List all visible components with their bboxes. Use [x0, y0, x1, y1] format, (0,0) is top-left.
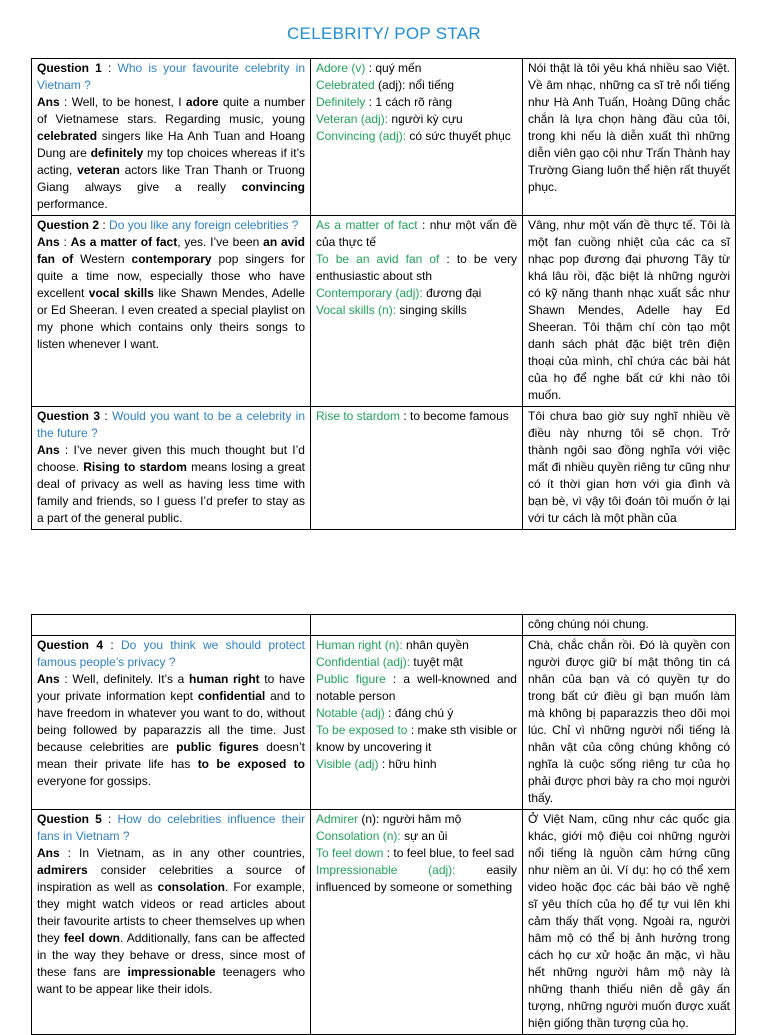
vocab-term: Veteran (adj): [316, 112, 389, 126]
answer-label: Ans [37, 95, 60, 109]
keyword: veteran [77, 163, 120, 177]
vocab-term: Consolation (n): [316, 829, 401, 843]
qa-row [32, 810, 736, 1035]
answer-text: to have your private information kept [37, 672, 305, 703]
vocab-meaning: đáng chú ý [394, 706, 454, 720]
answer-text: everyone for gossips. [37, 774, 152, 788]
vocab-item [316, 862, 517, 896]
keyword: consolation [157, 880, 225, 894]
vocab-term: Human right (n): [316, 638, 403, 652]
vocab-item: Notable (adj) : đáng chú ý [316, 706, 454, 720]
answer-text: , yes. I’ve been [177, 235, 264, 249]
question-cell: Question 4 : Do you think we should protect famous people’s privacy ? Ans : Well, definitely. It’s a human right to have your private information kept confidential and to have freedom in whatever you want to do, without being followed by paparazzis all the time. Just because celebrities are public figures doesn’t mean their private life has to be exposed to everyone for gossips. [32, 636, 311, 810]
question-label: Question 4 [37, 638, 103, 652]
keyword: Rising to stardom [83, 460, 187, 474]
vocab-term: As a matter of fact [316, 218, 418, 232]
qa-row [32, 407, 736, 530]
translation-continuation: công chúng nói chung. [523, 615, 736, 636]
empty-cell [32, 615, 311, 636]
vocab-cell [311, 810, 523, 1035]
answer-text: I’ve never given this much thought but I’d choose. [37, 443, 305, 474]
answer-label: Ans [37, 443, 60, 457]
answer-label: Ans [37, 672, 60, 686]
vocab-term: Impressionable (adj): [316, 863, 456, 877]
answer-text: my top choices whereas if it’s acting, [37, 146, 305, 177]
vocab-item: Visible (adj) : hữu hình [316, 757, 437, 771]
vocab-item: To be exposed to : make sth visible or know by uncovering it [316, 723, 517, 754]
vocab-meaning: nhân quyền [406, 638, 469, 652]
vocab-term: Celebrated [316, 78, 375, 92]
vocab-meaning: người kỳ cựu [391, 112, 463, 126]
question-cell: Question 5 : How do celebrities influence their fans in Vietnam ? Ans : In Vietnam, as in any other countries, admirers consider celebrities a source of inspiration as well as consolation. For example, they might watch videos or read articles about their favourite artists to cheer themselves up when they feel down. Additionally, fans can be affected in the way they behave or dress, since most of these fans are impressionable teenagers who want to be appear like their idols. [32, 810, 311, 1035]
vocab-item [316, 637, 517, 654]
answer-label: Ans [37, 235, 60, 249]
vocab-cell [311, 59, 523, 216]
vocab-item: Admirer (n): người hâm mộ [316, 812, 462, 826]
vocab-meaning: a well-knowned and notable person [316, 672, 517, 703]
vocab-term: Public figure [316, 672, 386, 686]
answer-text: Western [73, 252, 132, 266]
vocab-meaning: easily influenced by someone or something [316, 863, 517, 894]
vocab-item: Rise to stardom : to become famous [316, 409, 509, 423]
vocab-item: Definitely : 1 cách rõ ràng [316, 95, 453, 109]
vocab-meaning: như một vấn đề của thực tế [316, 218, 517, 249]
vocab-term: Convincing (adj): [316, 129, 407, 143]
keyword: adore [185, 95, 219, 109]
vocab-cell [311, 407, 523, 530]
keyword: impressionable [127, 965, 216, 979]
question-cell: Question 3 : Would you want to be a celebrity in the future ? Ans : I’ve never given this much thought but I’d choose. Rising to stardom means losing a great deal of privacy as well as having less time with family and friends, so I guess I’d prefer to stay as a part of the general public. [32, 407, 311, 530]
vocab-meaning: to be very enthusiastic about sth [316, 252, 517, 283]
qa-table-1 [31, 58, 736, 530]
translation-cell: Chà, chắc chắn rồi. Đó là quyền con người được giữ bí mật thông tin cá nhân của bạn và có quyền tự do trong bất cứ điều gì bạn muốn làm mà không bị paparazzis theo dõi mọi lúc. Chỉ vì những người nổi tiếng là nhân vật của công chúng không có nghĩa là cuộc sống riêng tư của họ phải được phơi bày ra cho mọi người thấy. [523, 636, 736, 810]
question-cell: Question 1 : Who is your favourite celebrity in Vietnam ? Ans : Well, to be honest, I adore quite a number of Vietnamese stars. Regarding music, young celebrated singers like Ha Anh Tuan and Hoang Dung are definitely my top choices whereas if it’s acting, veteran actors like Tran Thanh or Truong Giang always give a really convincing performance. [32, 59, 311, 216]
answer-text: performance. [37, 197, 108, 211]
vocab-item [316, 828, 517, 845]
vocab-meaning: to become famous [410, 409, 509, 423]
vocab-meaning: hữu hình [388, 757, 437, 771]
vocab-meaning: to feel blue, to feel sad [393, 846, 515, 860]
vocab-meaning: tuyệt mật [413, 655, 463, 669]
vocab-meaning: người hâm mộ [382, 812, 462, 826]
answer-text: . Additionally, fans can be affected in the way they behave or dress, since most of these fans are [37, 931, 306, 979]
vocab-meaning: đương đại [426, 286, 482, 300]
page-title: CELEBRITY/ POP STAR [286, 24, 481, 43]
answer-text: . For example, they might watch videos or read articles about their favourite artists to cheer themselves up when they [37, 880, 305, 945]
translation-cell: Tôi chưa bao giờ suy nghĩ nhiều về điều này nhưng tôi sẽ chọn. Trở thành ngôi sao đồng nghĩa với việc mất đi nhiều quyền riêng tư cũng như có ít thời gian hơn với gia đình và bạn bè, vì vậy tôi đoán tôi muốn ở lại với tư cách là một phần của [523, 407, 736, 530]
vocab-item: Public figure : a well-knowned and notable person [316, 672, 517, 703]
keyword: convincing [241, 180, 305, 194]
vocab-item: Celebrated (adj): nổi tiếng [316, 78, 455, 92]
vocab-item: As a matter of fact : như một vấn đề của thực tế [316, 218, 517, 249]
vocab-item: To feel down : to feel blue, to feel sad [316, 846, 515, 860]
keyword: celebrated [37, 129, 98, 143]
vocab-item [316, 285, 517, 302]
translation-cell: Ở Việt Nam, cũng như các quốc gia khác, giới mộ điệu coi những người nổi tiếng là nguồn cảm hứng cũng như niềm an ủi. Ví dụ: họ có thể xem video hoặc đọc các bài báo về nghệ sĩ yêu thích của họ để tự vui lên khi cảm thấy thất vọng. Ngoài ra, người hâm mộ có thể bị ảnh hưởng trong cách họ cư xử hoặc ăn mặc, vì hầu hết những người hâm mộ này là những thanh thiếu niên dễ gây ấn tượng, những người muốn được xuất hiện giống thần tượng của họ. [523, 810, 736, 1035]
vocab-term: Adore (v) [316, 61, 366, 75]
question-label: Question 2 [37, 218, 100, 232]
vocab-meaning: nổi tiếng [408, 78, 455, 92]
empty-cell [311, 615, 523, 636]
vocab-item [316, 128, 517, 145]
answer-text: pop singers for quite a time now, especially those who have excellent [37, 252, 305, 300]
vocab-term: Visible (adj) [316, 757, 379, 771]
translation-cell: Vâng, như một vấn đề thực tế. Tôi là một fan cuồng nhiệt của các ca sĩ nhạc pop đương đại phương Tây từ khá lâu rồi, đặc biệt là những người có kỹ năng thanh nhạc xuất sắc như Shawn Mendes, Adelle hay Ed Sheeran. Tôi thậm chí còn tạo một danh sách phát đặc biệt trên điện thoại của mình, chỉ chứa các bài hát của họ để nghe bất cứ khi nào tôi muốn. [523, 216, 736, 407]
answer-text: and to have freedom in whatever you want to do, without being followed by paparazzis all the time. Just because celebrities are [37, 689, 305, 754]
qa-row [32, 636, 736, 810]
qa-table-2 [31, 614, 736, 1035]
answer-text: Well, definitely. It’s a [72, 672, 189, 686]
vocab-meaning: singing skills [399, 303, 467, 317]
question-text: Do you like any foreign celebrities ? [109, 218, 299, 232]
translation-cell: Nói thật là tôi yêu khá nhiều sao Việt. Về âm nhạc, những ca sĩ trẻ nổi tiếng như Hà Anh Tuấn, Hoàng Dũng chắc chắn là lựa chọn hàng đầu của tôi, trong khi nếu là diễn xuất thì những diễn viên gạo cội như Trấn Thành hay Trường Giang luôn thể hiện rất thuyết phục. [523, 59, 736, 216]
answer-text: quite a number of Vietnamese stars. Regarding music, young [37, 95, 305, 126]
answer-text: doesn’t mean their private life has [37, 740, 305, 771]
qa-row [32, 59, 736, 216]
qa-row [32, 216, 736, 407]
answer-text: teenagers who want to be appear like their idols. [37, 965, 305, 996]
vocab-meaning: make sth visible or know by uncovering it [316, 723, 517, 754]
vocab-term: Notable (adj) [316, 706, 385, 720]
continuation-row [32, 615, 736, 636]
answer-text: In Vietnam, as in any other countries, [79, 846, 305, 860]
answer-text: Well, to be honest, I [71, 95, 186, 109]
keyword: confidential [197, 689, 266, 703]
vocab-term: Confidential (adj): [316, 655, 411, 669]
vocab-term: To feel down [316, 846, 384, 860]
vocab-meaning: có sức thuyết phục [409, 129, 511, 143]
question-text: Do you think we should protect famous people’s privacy ? [37, 638, 305, 669]
vocab-item [316, 654, 517, 671]
keyword: human right [189, 672, 260, 686]
keyword: feel down [63, 931, 120, 945]
question-label: Question 5 [37, 812, 102, 826]
question-cell: Question 2 : Do you like any foreign celebrities ? Ans : As a matter of fact, yes. I’ve been an avid fan of Western contemporary pop singers for quite a time now, especially those who have excellent vocal skills like Shawn Mendes, Adelle or Ed Sheeran. I even created a special playlist on my phone which contains only theirs songs to listen whenever I want. [32, 216, 311, 407]
answer-text: consider celebrities a source of inspiration as well as [37, 863, 305, 894]
vocab-cell [311, 636, 523, 810]
vocab-term: Rise to stardom [316, 409, 401, 423]
vocab-term: Admirer [316, 812, 359, 826]
vocab-term: To be an avid fan of [316, 252, 440, 266]
answer-text: like Shawn Mendes, Adelle or Ed Sheeran. I even created a special playlist on my phone which contains only theirs songs to listen whenever I want. [37, 286, 305, 351]
question-label: Question 1 [37, 61, 102, 75]
keyword: definitely [90, 146, 144, 160]
answer-text: actors like Tran Thanh or Truong Giang always give a really [37, 163, 305, 194]
vocab-term: Vocal skills (n): [316, 303, 397, 317]
keyword: admirers [37, 863, 88, 877]
vocab-item [316, 111, 517, 128]
keyword: vocal skills [88, 286, 154, 300]
vocab-meaning: 1 cách rõ ràng [375, 95, 453, 109]
keyword: an avid fan of [37, 235, 305, 266]
vocab-item: To be an avid fan of : to be very enthusiastic about sth [316, 252, 517, 283]
vocab-term: Definitely [316, 95, 366, 109]
question-label: Question 3 [37, 409, 101, 423]
keyword: contemporary [131, 252, 212, 266]
answer-text: means losing a great deal of privacy as well as having less time with family and friends, so I guess I’d prefer to stay as a part of the general public. [37, 460, 305, 525]
question-text: Who is your favourite celebrity in Vietnam ? [37, 61, 306, 92]
vocab-meaning: sự an ủi [404, 829, 448, 843]
vocab-item [316, 302, 517, 319]
answer-label: Ans [37, 846, 60, 860]
answer-text: singers like Ha Anh Tuan and Hoang Dung are [37, 129, 305, 160]
vocab-term: To be exposed to [316, 723, 408, 737]
question-text: How do celebrities influence their fans in Vietnam ? [37, 812, 305, 843]
vocab-term: Contemporary (adj): [316, 286, 423, 300]
vocab-cell [311, 216, 523, 407]
vocab-meaning: quý mến [375, 61, 422, 75]
keyword: public figures [176, 740, 259, 754]
keyword: to be exposed to [197, 757, 305, 771]
question-text: Would you want to be a celebrity in the future ? [37, 409, 305, 440]
keyword: As a matter of fact [70, 235, 178, 249]
vocab-item: Adore (v) : quý mến [316, 61, 422, 75]
